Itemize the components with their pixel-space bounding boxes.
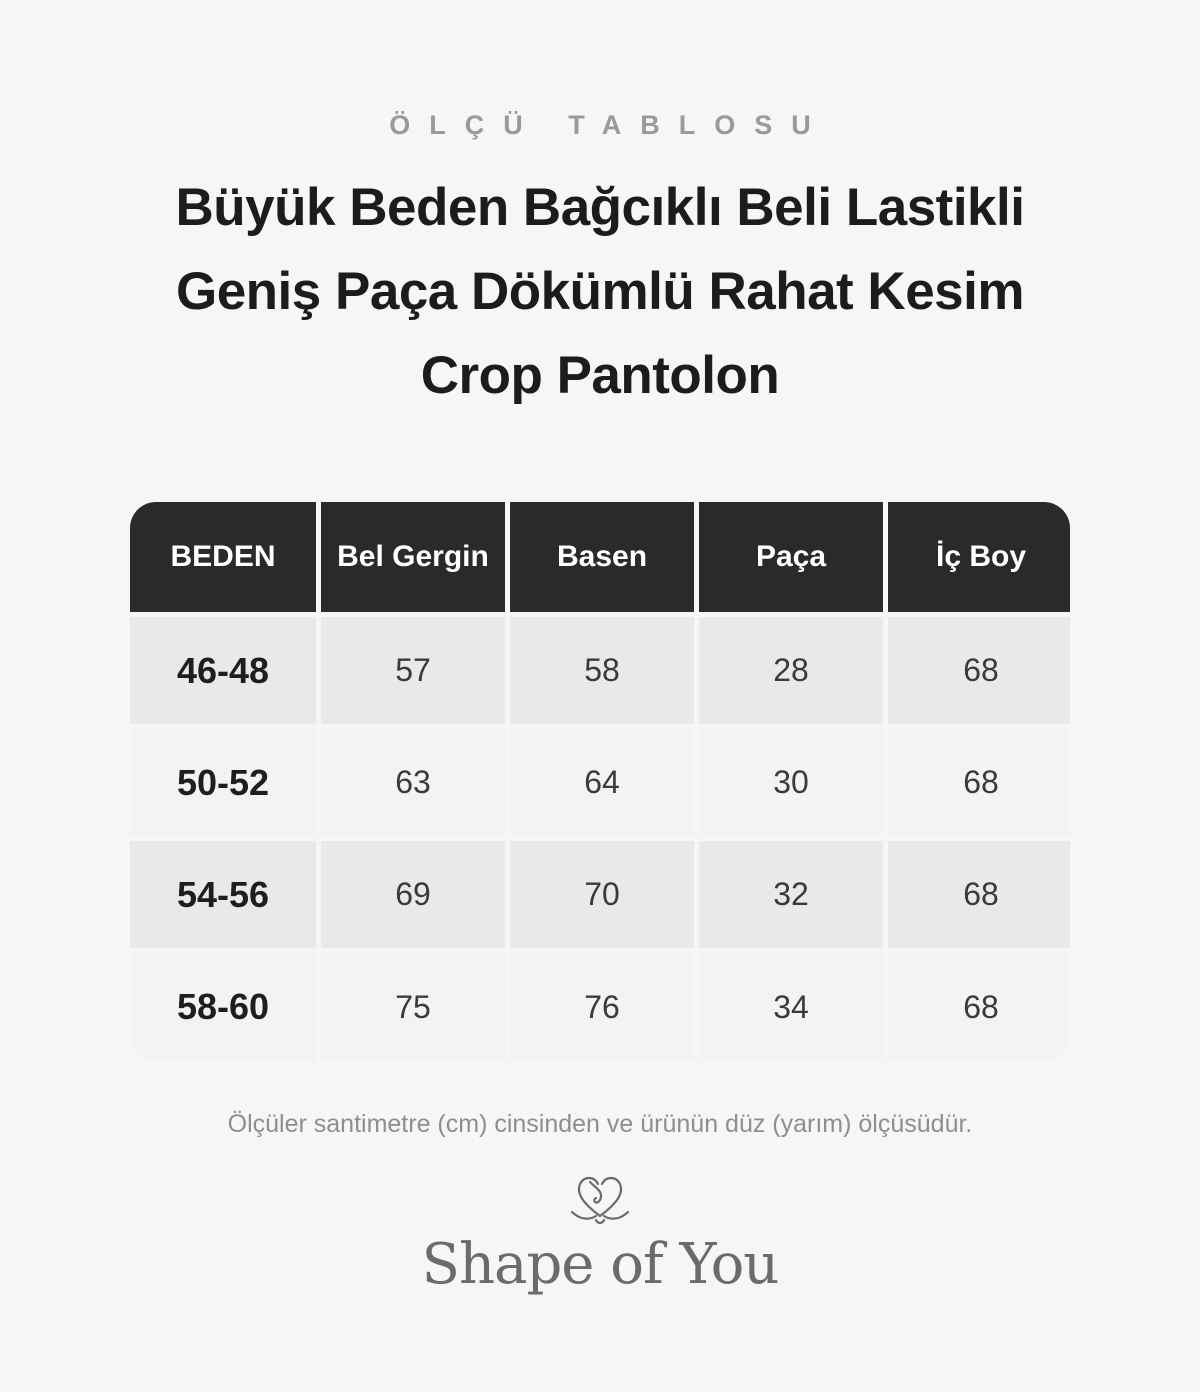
column-header-waist: Bel Gergin (321, 502, 505, 612)
heart-monogram-icon (566, 1170, 634, 1230)
table-cell: 68 (888, 953, 1070, 1061)
table-cell: 58 (510, 617, 694, 724)
table-cell: 32 (699, 841, 883, 948)
table-cell: 68 (888, 841, 1070, 948)
table-cell: 34 (699, 953, 883, 1061)
table-cell: 70 (510, 841, 694, 948)
table-cell: 68 (888, 617, 1070, 724)
table-cell: 63 (321, 729, 505, 836)
table-row-size: 46-48 (130, 617, 316, 724)
page-title (100, 166, 1100, 418)
table-cell: 30 (699, 729, 883, 836)
table-cell: 57 (321, 617, 505, 724)
column-header-hem: Paça (699, 502, 883, 612)
size-chart-table (130, 502, 1070, 1062)
table-cell: 64 (510, 729, 694, 836)
eyebrow-label: ÖLÇÜ TABLOSU (389, 110, 830, 140)
brand-logo-text: Shape of You (421, 1232, 779, 1297)
table-cell: 69 (321, 841, 505, 948)
table-cell: 75 (321, 953, 505, 1061)
column-header-hip: Basen (510, 502, 694, 612)
table-row-size: 58-60 (130, 953, 316, 1061)
column-header-size: BEDEN (130, 502, 316, 612)
table-cell: 28 (699, 617, 883, 724)
table-row-size: 54-56 (130, 841, 316, 948)
title-line: Crop Pantolon (420, 346, 780, 405)
table-row-size: 50-52 (130, 729, 316, 836)
column-header-inseam: İç Boy (888, 502, 1070, 612)
table-cell: 76 (510, 953, 694, 1061)
measurement-note: Ölçüler santimetre (cm) cinsinden ve ürünün düz (yarım) ölçüsüdür. (227, 1110, 973, 1138)
title-line: Geniş Paça Dökümlü Rahat Kesim (175, 262, 1024, 321)
title-line: Büyük Beden Bağcıklı Beli Lastikli (175, 178, 1025, 237)
table-cell: 68 (888, 729, 1070, 836)
